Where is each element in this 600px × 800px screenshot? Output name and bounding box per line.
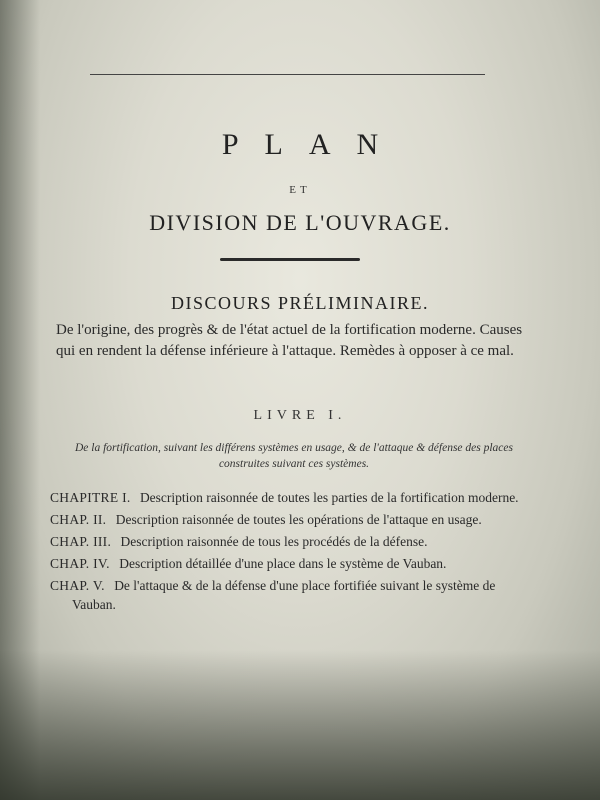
title-et: ET [289, 184, 311, 196]
livre-heading: LIVRE I. [253, 408, 347, 423]
chapter-text: Description raisonnée de tous les procédés de la défense. [120, 534, 428, 549]
chapter-label: CHAPITRE I. [50, 490, 131, 505]
title-plan: PLAN [221, 128, 405, 161]
livre-subtitle: De la fortification, suivant les différens systèmes en usage, & de l'attaque & défense des places construites suivant ces systèmes. [75, 442, 513, 470]
chapter-item [50, 532, 540, 551]
chapter-text: Description raisonnée de toutes les parties de la fortification moderne. [139, 490, 519, 505]
chapter-label: CHAP. II. [50, 512, 107, 527]
bottom-shadow [0, 650, 600, 800]
chapter-text: Description raisonnée de toutes les opérations de l'attaque en usage. [115, 512, 482, 527]
chapter-text: De l'attaque & de la défense d'une place fortifiée suivant le système de Vauban. [72, 578, 496, 612]
chapter-list [50, 488, 540, 617]
chapter-label: CHAP. V. [50, 578, 105, 593]
chapter-item [50, 488, 540, 507]
chapter-item [50, 554, 540, 573]
title-division: DIVISION DE L'OUVRAGE. [149, 210, 451, 235]
chapter-label: CHAP. IV. [50, 556, 110, 571]
top-rule [90, 74, 485, 75]
chapter-item [50, 576, 540, 614]
chapter-label: CHAP. III. [50, 534, 112, 549]
decorative-rule [220, 258, 360, 261]
discours-text: De l'origine, des progrès & de l'état actuel de la fortification moderne. Causes qui en rendent la défense inférieure à l'attaque. Remèdes à opposer à ce mal. [56, 322, 523, 359]
discours-heading: DISCOURS PRÉLIMINAIRE. [170, 293, 430, 313]
chapter-text: Description détaillée d'une place dans le système de Vauban. [119, 556, 447, 571]
chapter-item [50, 510, 540, 529]
